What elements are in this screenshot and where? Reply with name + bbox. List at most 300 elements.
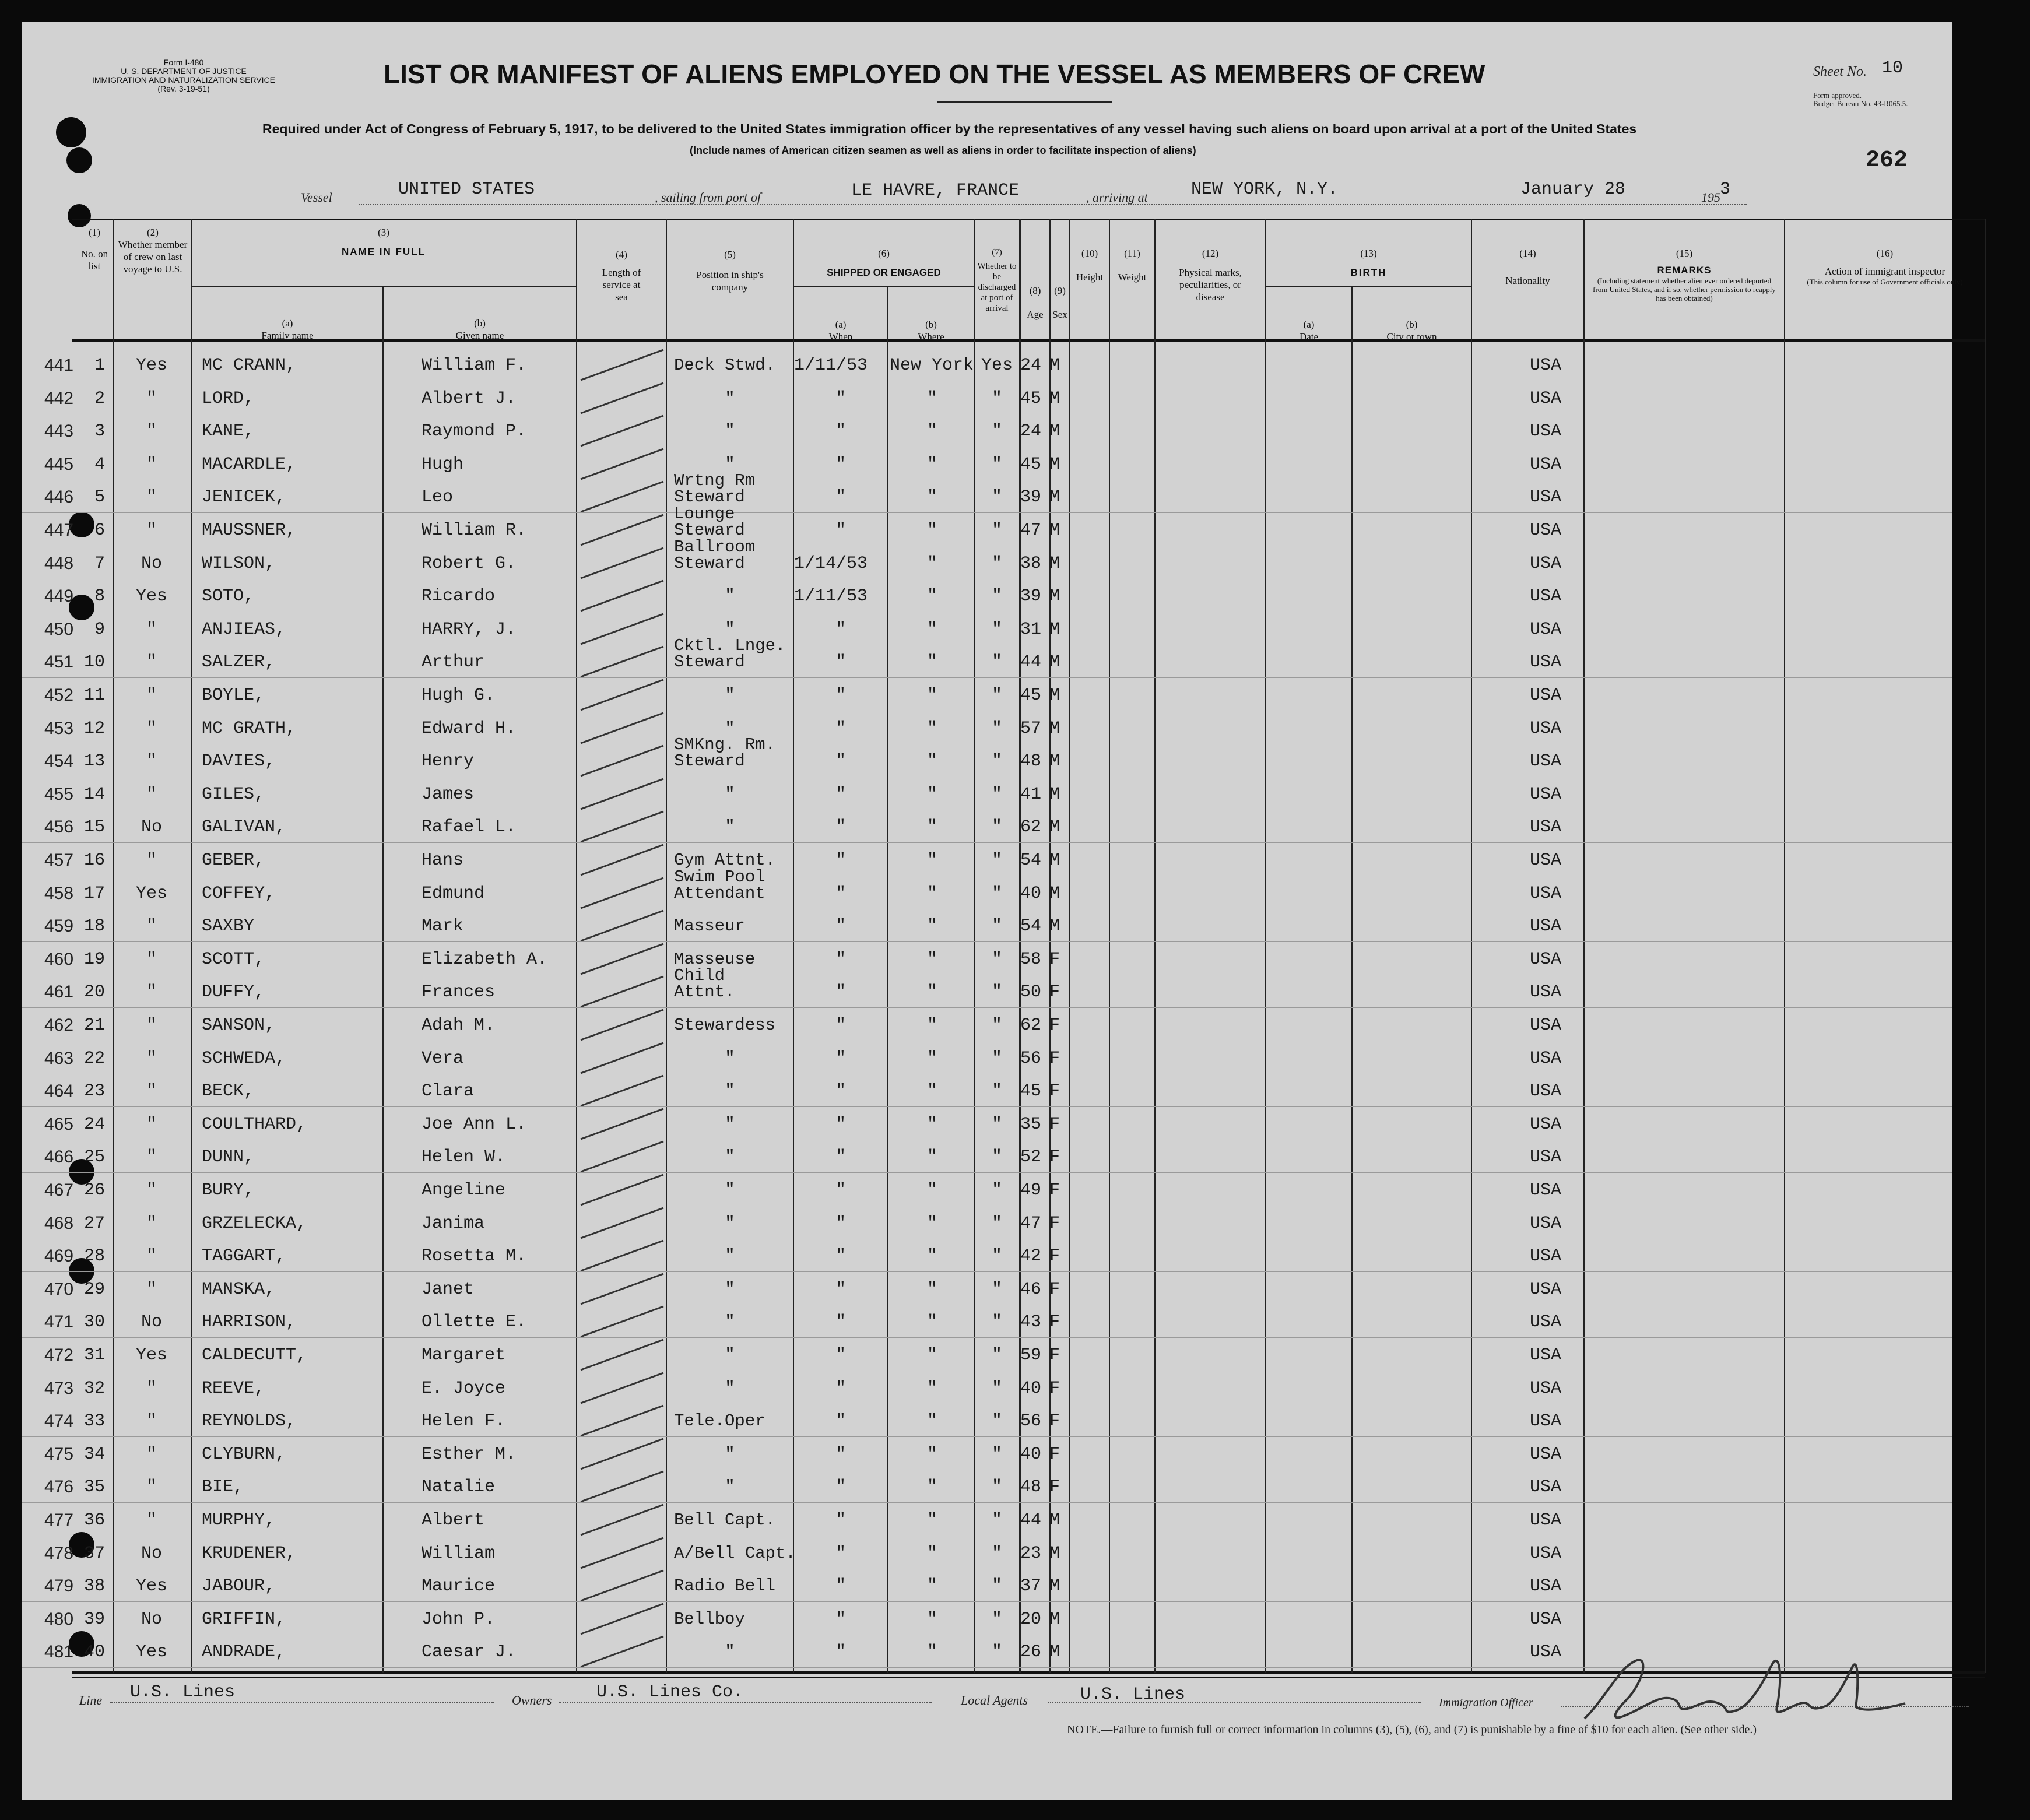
header-col1: (1) No. on list (80, 227, 108, 272)
age: 23 (1020, 1544, 1042, 1563)
position-line-1: " (725, 1049, 735, 1068)
previous-voyage: " (146, 851, 157, 870)
shipped-when: " (835, 1477, 846, 1497)
slash-stroke (581, 1570, 663, 1601)
punch-hole (56, 117, 86, 147)
footer-line-label: Line (79, 1693, 103, 1707)
table-row (22, 537, 1952, 580)
family-name: SANSON, (202, 1016, 276, 1035)
position-line-1: Cktl. Lnge. (674, 636, 786, 655)
shipped-where: " (926, 1214, 937, 1234)
position-line-1: Bell Capt. (674, 1510, 776, 1530)
table-row (22, 504, 1952, 547)
table-row (22, 943, 1952, 976)
row-rule (22, 1271, 1952, 1272)
given-name: Edmund (422, 884, 485, 904)
previous-voyage: " (146, 1147, 157, 1167)
header-col6: (6) SHIPPED OR ENGAGED (827, 248, 941, 278)
table-row (22, 778, 1952, 811)
slash-stroke (581, 1175, 663, 1205)
ref-number: 472 (44, 1345, 74, 1365)
nationality: USA (1530, 1642, 1562, 1662)
given-name: Hugh (422, 455, 464, 475)
family-name: DUFFY, (202, 982, 265, 1002)
header-col2: (2) Whether member of crew on last voyage to U.S. (118, 227, 188, 275)
list-number: 28 (83, 1246, 105, 1266)
sex: F (1049, 1411, 1060, 1431)
list-number: 18 (83, 916, 105, 936)
sex: F (1049, 1280, 1060, 1299)
shipped-where: " (926, 884, 937, 904)
table-row (22, 1569, 1952, 1603)
discharge-at-port: " (991, 1445, 1002, 1464)
previous-voyage: " (146, 1280, 157, 1299)
age: 44 (1020, 1510, 1042, 1530)
family-name: LORD, (202, 389, 255, 409)
previous-voyage: " (146, 1445, 157, 1464)
shipped-where: " (926, 1610, 937, 1629)
ref-number: 442 (44, 389, 74, 408)
position-line-2: Attnt. (674, 982, 735, 1002)
table-row (22, 471, 1952, 514)
stamp-number: 262 (1866, 147, 1908, 174)
position-line-1: " (725, 1312, 735, 1331)
ref-number: 451 (44, 652, 74, 672)
shipped-when: 1/11/53 (794, 356, 868, 375)
ref-number: 461 (44, 982, 74, 1002)
shipped-where: " (926, 1147, 937, 1167)
discharge-at-port: " (991, 421, 1002, 441)
position-line-1: " (725, 1147, 735, 1167)
slash-stroke (581, 911, 663, 941)
slash-stroke (581, 482, 663, 512)
sex: F (1049, 982, 1060, 1002)
header-col8: (8) Age (1027, 285, 1044, 320)
age: 39 (1020, 586, 1042, 606)
position-line-1: Gym Attnt. (674, 851, 776, 870)
shipped-when: " (835, 1280, 846, 1299)
sex: F (1049, 1214, 1060, 1234)
slash-stroke (581, 1109, 663, 1139)
previous-voyage: Yes (135, 1345, 167, 1365)
given-name: Frances (422, 982, 496, 1002)
table-row (22, 1537, 1952, 1570)
vessel-name: UNITED STATES (398, 180, 535, 199)
age: 62 (1020, 817, 1042, 837)
slash-stroke (581, 1274, 663, 1304)
ref-number: 452 (44, 686, 74, 705)
table-row (22, 1239, 1952, 1273)
footer-agents-underline (1048, 1702, 1421, 1703)
list-number: 11 (83, 686, 105, 705)
nationality: USA (1530, 1576, 1562, 1596)
table-row (22, 844, 1952, 877)
nationality: USA (1530, 1411, 1562, 1431)
row-rule (22, 1106, 1952, 1107)
shipped-when: " (835, 686, 846, 705)
given-name: Rafael L. (422, 817, 517, 837)
discharge-at-port: " (991, 1477, 1002, 1497)
list-number: 38 (83, 1576, 105, 1596)
shipped-when: " (835, 884, 846, 904)
ref-number: 471 (44, 1312, 74, 1331)
shipped-when: " (835, 1246, 846, 1266)
family-name: DAVIES, (202, 751, 276, 771)
header-subline (1265, 286, 1471, 287)
slash-stroke (581, 1471, 663, 1502)
list-number: 17 (83, 884, 105, 904)
previous-voyage: " (146, 652, 157, 672)
position-line-1: " (725, 1345, 735, 1365)
family-name: WILSON, (202, 554, 276, 574)
age: 24 (1020, 421, 1042, 441)
list-number: 35 (83, 1477, 105, 1497)
given-name: Albert (422, 1510, 485, 1530)
discharge-at-port: " (991, 1411, 1002, 1431)
punch-hole (68, 204, 91, 227)
previous-voyage: " (146, 1115, 157, 1134)
discharge-at-port: " (991, 950, 1002, 969)
previous-voyage: " (146, 916, 157, 936)
previous-voyage: " (146, 719, 157, 739)
age: 42 (1020, 1246, 1042, 1266)
discharge-at-port: " (991, 916, 1002, 936)
age: 40 (1020, 1379, 1042, 1399)
previous-voyage: " (146, 620, 157, 640)
shipped-where: " (926, 1180, 937, 1200)
list-number: 22 (83, 1049, 105, 1069)
position-line-2: Attendant (674, 884, 765, 903)
shipped-where: " (926, 1544, 937, 1563)
position-line-1: Masseuse (674, 950, 756, 969)
nationality: USA (1530, 1477, 1562, 1497)
discharge-at-port: " (991, 851, 1002, 870)
header-col14: (14) Nationality (1505, 248, 1550, 286)
slash-stroke (581, 449, 663, 479)
nationality: USA (1530, 554, 1562, 574)
nationality: USA (1530, 1081, 1562, 1101)
nationality: USA (1530, 455, 1562, 475)
sheet-number: 10 (1882, 58, 1903, 78)
given-name: Leo (422, 487, 454, 507)
arrival-year-suffix: 3 (1720, 180, 1731, 199)
sex: M (1049, 1510, 1060, 1530)
shipped-when: " (835, 982, 846, 1002)
sex: M (1049, 620, 1060, 640)
age: 40 (1020, 1445, 1042, 1464)
age: 45 (1020, 686, 1042, 705)
slash-stroke (581, 845, 663, 875)
family-name: SAXBY (202, 916, 255, 936)
nationality: USA (1530, 1016, 1562, 1035)
position-line-2: Steward (674, 652, 745, 672)
position-line-2: Steward (674, 751, 745, 771)
sex: F (1049, 950, 1060, 969)
slash-stroke (581, 548, 663, 578)
slash-stroke (581, 1306, 663, 1337)
previous-voyage: Yes (135, 586, 167, 606)
family-name: COULTHARD, (202, 1115, 307, 1134)
table-row (22, 448, 1952, 481)
table-row (22, 1042, 1952, 1075)
sex: F (1049, 1049, 1060, 1069)
previous-voyage: " (146, 487, 157, 507)
table-row (22, 1207, 1952, 1240)
family-name: SOTO, (202, 586, 255, 606)
shipped-where: " (926, 851, 937, 870)
shipped-where: " (926, 1312, 937, 1332)
given-name: Vera (422, 1049, 464, 1069)
discharge-at-port: " (991, 1312, 1002, 1332)
age: 59 (1020, 1345, 1042, 1365)
age: 39 (1020, 487, 1042, 507)
page-title: LIST OR MANIFEST OF ALIENS EMPLOYED ON THE VESSEL AS MEMBERS OF CREW (384, 59, 1485, 89)
shipped-when: " (835, 851, 846, 870)
position-line-1: " (725, 1280, 735, 1299)
discharge-at-port: " (991, 554, 1002, 574)
table-row (22, 909, 1952, 943)
sex: M (1049, 817, 1060, 837)
header-col16: (16) Action of immigrant inspector (This column for use of Government officials only) (1807, 248, 1963, 286)
sex: M (1049, 686, 1060, 705)
row-rule (22, 1436, 1952, 1437)
list-number: 25 (83, 1147, 105, 1167)
header-subline (793, 286, 974, 287)
position-line-1: Deck Stwd. (674, 356, 776, 375)
header-col13: (13) BIRTH (1350, 248, 1387, 278)
position-line-2: Steward (674, 487, 745, 507)
list-number: 14 (83, 785, 105, 804)
shipped-where: " (926, 1379, 937, 1399)
sex: M (1049, 851, 1060, 870)
sex: M (1049, 652, 1060, 672)
ref-number: 466 (44, 1147, 74, 1167)
ref-number: 450 (44, 620, 74, 639)
family-name: MC CRANN, (202, 356, 297, 375)
discharge-at-port: " (991, 884, 1002, 904)
list-number: 5 (94, 487, 105, 507)
family-name: KANE, (202, 421, 255, 441)
position-line-1: Child (674, 966, 725, 985)
discharge-at-port: " (991, 652, 1002, 672)
sex: M (1049, 1642, 1060, 1662)
family-name: GEBER, (202, 851, 265, 870)
table-row (22, 1074, 1952, 1108)
list-number: 32 (83, 1379, 105, 1399)
shipped-where: " (926, 751, 937, 771)
list-number: 1 (94, 356, 105, 375)
family-name: KRUDENER, (202, 1544, 297, 1563)
discharge-at-port: " (991, 1246, 1002, 1266)
slash-stroke (581, 350, 663, 380)
given-name: Maurice (422, 1576, 496, 1596)
list-number: 39 (83, 1610, 105, 1629)
nationality: USA (1530, 751, 1562, 771)
given-name: Edward H. (422, 719, 517, 739)
family-name: REEVE, (202, 1379, 265, 1399)
previous-voyage: Yes (135, 1576, 167, 1596)
title-underline (937, 101, 1112, 103)
discharge-at-port: " (991, 751, 1002, 771)
sex: F (1049, 1246, 1060, 1266)
slash-stroke (581, 1604, 663, 1634)
position-line-1: " (725, 1445, 735, 1464)
table-row (22, 1603, 1952, 1636)
family-name: CLYBURN, (202, 1445, 286, 1464)
row-rule (22, 1601, 1952, 1602)
age: 54 (1020, 916, 1042, 936)
position-line-1: " (725, 1642, 735, 1661)
discharge-at-port: " (991, 1642, 1002, 1662)
vessel-label: Vessel (301, 190, 332, 205)
form-service: IMMIGRATION AND NATURALIZATION SERVICE (92, 75, 275, 85)
position-line-1: Masseur (674, 916, 745, 936)
sex: F (1049, 1445, 1060, 1464)
list-number: 24 (83, 1115, 105, 1134)
age: 45 (1020, 1081, 1042, 1101)
position-line-1: " (725, 686, 735, 705)
slash-stroke (581, 746, 663, 776)
table-row (22, 1273, 1952, 1306)
footer-officer-label: Immigration Officer (1439, 1696, 1533, 1709)
previous-voyage: " (146, 686, 157, 705)
family-name: GRIFFIN, (202, 1610, 286, 1629)
age: 57 (1020, 719, 1042, 739)
discharge-at-port: Yes (981, 356, 1013, 375)
discharge-at-port: " (991, 1576, 1002, 1596)
family-name: MACARDLE, (202, 455, 297, 475)
footer-owners: U.S. Lines Co. (596, 1682, 744, 1702)
form-approved: Form approved. (1813, 91, 1862, 100)
sailing-from-label: , sailing from port of (655, 190, 761, 205)
shipped-where: " (926, 1049, 937, 1069)
service-slash-mark (576, 1631, 669, 1671)
given-name: Caesar J. (422, 1642, 517, 1662)
family-name: REYNOLDS, (202, 1411, 297, 1431)
shipped-when: " (835, 652, 846, 672)
sex: M (1049, 455, 1060, 475)
family-name: GILES, (202, 785, 265, 804)
shipped-when: " (835, 1180, 846, 1200)
ref-number: 458 (44, 884, 74, 903)
nationality: USA (1530, 356, 1562, 375)
row-rule (22, 677, 1952, 678)
given-name: Margaret (422, 1345, 506, 1365)
sex: M (1049, 751, 1060, 771)
table-row (22, 735, 1952, 778)
slash-stroke (581, 713, 663, 743)
given-name: James (422, 785, 475, 804)
shipped-where: " (926, 1115, 937, 1134)
sex: M (1049, 554, 1060, 574)
previous-voyage: " (146, 1049, 157, 1069)
nationality: USA (1530, 719, 1562, 739)
discharge-at-port: " (991, 620, 1002, 640)
shipped-when: " (835, 389, 846, 409)
previous-voyage: " (146, 1411, 157, 1431)
list-number: 30 (83, 1312, 105, 1332)
discharge-at-port: " (991, 1081, 1002, 1101)
header-col12: (12) Physical marks, peculiarities, or disease (1179, 248, 1242, 303)
slash-stroke (581, 1373, 663, 1403)
discharge-at-port: " (991, 1379, 1002, 1399)
list-number: 26 (83, 1180, 105, 1200)
given-name: Joe Ann L. (422, 1115, 527, 1134)
footer-agents-label: Local Agents (961, 1693, 1028, 1707)
age: 35 (1020, 1115, 1042, 1134)
sex: F (1049, 1379, 1060, 1399)
shipped-where: " (926, 686, 937, 705)
position-line-1: Tele.Oper (674, 1411, 765, 1431)
slash-stroke (581, 1340, 663, 1370)
discharge-at-port: " (991, 1610, 1002, 1629)
family-name: BECK, (202, 1081, 255, 1101)
previous-voyage: " (146, 950, 157, 969)
given-name: Adah M. (422, 1016, 496, 1035)
nationality: USA (1530, 1379, 1562, 1399)
table-row (22, 1372, 1952, 1405)
family-name: CALDECUTT, (202, 1345, 307, 1365)
slash-stroke (581, 1076, 663, 1106)
previous-voyage: No (141, 1544, 162, 1563)
discharge-at-port: " (991, 1180, 1002, 1200)
discharge-at-port: " (991, 1544, 1002, 1563)
ref-number: 448 (44, 554, 74, 573)
list-number: 10 (83, 652, 105, 672)
list-number: 29 (83, 1280, 105, 1299)
slash-stroke (581, 515, 663, 545)
list-number: 40 (83, 1642, 105, 1662)
nationality: USA (1530, 1544, 1562, 1563)
given-name: Clara (422, 1081, 475, 1101)
shipped-where: " (926, 1016, 937, 1035)
manifest-sheet (22, 22, 1963, 1800)
form-department: U. S. DEPARTMENT OF JUSTICE (121, 66, 247, 76)
ref-number: 477 (44, 1510, 74, 1530)
table-row (22, 810, 1952, 844)
header-col3b: (b) Given name (455, 318, 504, 341)
arriving-port: NEW YORK, N.Y. (1191, 180, 1339, 199)
position-line-1: " (725, 1379, 735, 1398)
discharge-at-port: " (991, 487, 1002, 507)
family-name: ANJIEAS, (202, 620, 286, 640)
list-number: 3 (94, 421, 105, 441)
previous-voyage: " (146, 1510, 157, 1530)
family-name: SCHWEDA, (202, 1049, 286, 1069)
nationality: USA (1530, 586, 1562, 606)
form-revision: (Rev. 3-19-51) (157, 84, 210, 93)
form-subnote: (Include names of American citizen seamen as well as aliens in order to facilitate inspection of aliens) (690, 145, 1196, 156)
nationality: USA (1530, 1610, 1562, 1629)
shipped-when: " (835, 1411, 846, 1431)
position-line-2: Steward (674, 521, 745, 540)
given-name: Arthur (422, 652, 485, 672)
age: 37 (1020, 1576, 1042, 1596)
given-name: E. Joyce (422, 1379, 506, 1399)
nationality: USA (1530, 389, 1562, 409)
previous-voyage: " (146, 1246, 157, 1266)
ref-number: 468 (44, 1214, 74, 1233)
shipped-where: " (926, 620, 937, 640)
slash-stroke (581, 416, 663, 446)
nationality: USA (1530, 652, 1562, 672)
shipped-where: " (926, 1642, 937, 1662)
given-name: Albert J. (422, 389, 517, 409)
table-top-border (72, 219, 1985, 220)
previous-voyage: " (146, 1016, 157, 1035)
position-line-1: " (725, 455, 735, 474)
sex: F (1049, 1180, 1060, 1200)
